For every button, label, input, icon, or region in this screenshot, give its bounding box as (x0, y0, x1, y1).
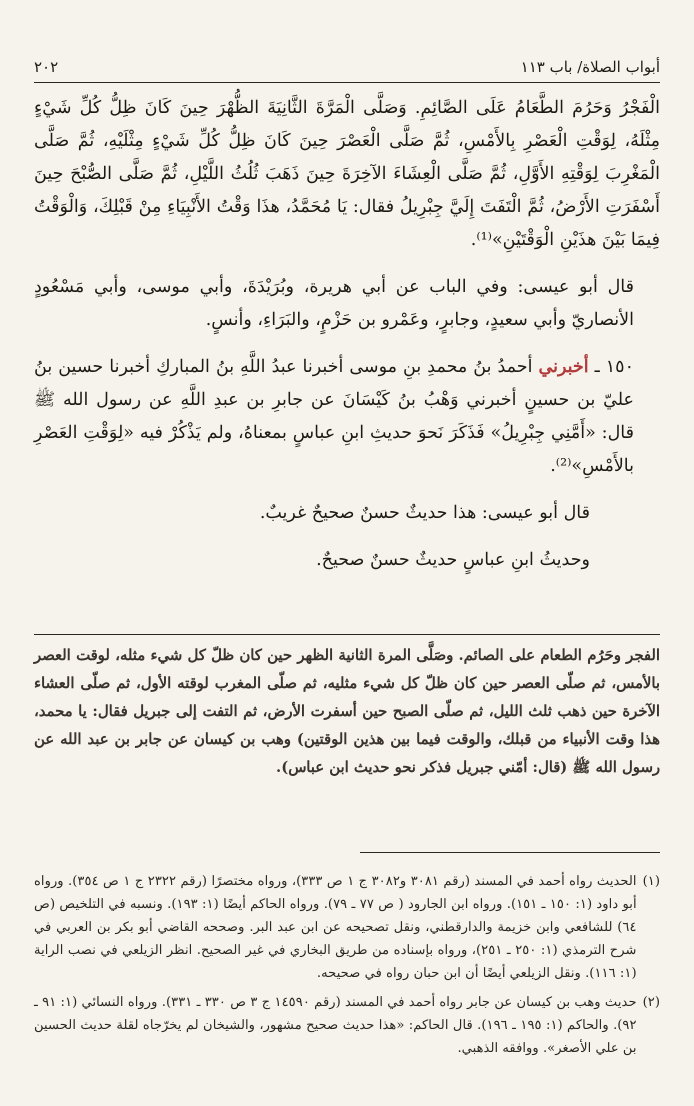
hadith-150-text: أحمدُ بنُ محمدِ بنِ موسى أخبرنا عبدُ اللَّهِ بنُ المباركِ أخبرنا حسين بنُ عليّ بن حسينٍ أخبرني وَهْبُ بنُ كَيْسَانَ عن جابرِ بن عبدِ اللَّهِ عن رسول الله ﷺ قال: «أَمَّنِي جِبْرِيلُ» فَذَكَرَ نَحوَ حديثِ ابنِ عباسٍ بمعناهُ، ولم يَذْكُرْ فيه «لِوَقْتِ العَصْرِ بالأَمْسِ»⁽²⁾. (34, 357, 634, 476)
footnote-1 (34, 870, 660, 985)
commentary-divider (34, 634, 660, 635)
abu-isa-chapter-note: قال أبو عيسى: وفي الباب عن أبي هريرة، وبُرَيْدَةَ، وأبي موسى، وأبي مَسْعُودٍ الأنصاريّ وأبي سعيدٍ، وجابرٍ، وعَمْرو بن حَزْمٍ، والبَرَاءِ، وأنسٍ. (34, 277, 634, 330)
footnote-text: حديث وهب بن كيسان عن جابر رواه أحمد في المسند (رقم ١٤٥٩٠ ج ٣ ص ٣٣٠ ـ ٣٣١). ورواه النسائي (١: ٩١ ـ ٩٢). والحاكم (١: ١٩٥ ـ ١٩٦). قال الحاكم: «هذا حديث صحيح مشهور، والشيخان لم يخرّجاه لقلة حديث الحسين بن علي الأصغر». ووافقه الذهبي. (34, 995, 637, 1056)
main-text (34, 92, 660, 577)
commentary-block (34, 642, 660, 782)
footnotes (34, 870, 660, 1066)
running-header (34, 58, 660, 83)
footnotes-divider (360, 852, 660, 853)
ibn-abbas-grading: وحديثُ ابنِ عباسٍ حديثٌ حسنٌ صحيحٌ. (316, 550, 590, 570)
commentary-text: الفجر وحَرُم الطعام على الصائم. وصَلَّى المرة الثانية الظهر حين كان ظلّ كل شيء مثله، لوقت العصر بالأمس، ثم صلّى العصر حين كان ظلّ كل شيء مثليه، ثم صلّى المغرب لوقته الأول، ثم صلّى العشاء الآخرة حين ذهب ثلث الليل، ثم صلّى الصبح حين أسفرت الأرض، ثم التفت إلى جبريل فقال: يا محمد، هذا وقت الأنبياء من قبلك، والوقت فيما بين هذين الوقتين) وهب بن كيسان عن جابر بن عبد الله عن رسول الله ﷺ (قال: أمّني جبريل فذكر نحو حديث ابن عباس). (34, 647, 660, 776)
hadith-150-paragraph (34, 351, 660, 483)
footnote-2 (34, 991, 660, 1060)
abu-isa-grading: قال أبو عيسى: هذا حديثٌ حسنٌ صحيحٌ غريبٌ. (259, 503, 590, 523)
footnote-number: (٢) (642, 995, 660, 1010)
hadith-continuation-paragraph: الْفَجْرُ وَحَرُمَ الطَّعَامُ عَلَى الصَّائِمِ. وَصَلَّى الْمَرَّةَ الثَّانِيَةَ الظُّهْرَ حِينَ كَانَ ظِلُّ كُلِّ شَيْءٍ مِثْلَهُ، لِوَقْتِ الْعَصْرِ بِالأَمْسِ، ثُمَّ صَلَّى الْعَصْرَ حِينَ كَانَ ظِلُّ كُلِّ شَيْءٍ مِثْلَيْهِ، ثُمَّ صَلَّى الْمَغْرِبَ لِوَقْتِهِ الأَوَّلِ، ثُمَّ صَلَّى الْعِشَاءَ الآخِرَةَ حِينَ ذَهَبَ ثُلُثُ اللَّيْلِ، ثُمَّ صَلَّى الصُّبْحَ حِينَ أَسْفَرَتِ الأَرْضُ، ثُمَّ الْتَفَتَ إِلَيَّ جِبْرِيلُ فقال: يَا مُحَمَّدُ، هذَا وَقْتُ الأَنْبِيَاءِ مِنْ قَبْلِكَ، وَالْوَقْتُ فِيمَا بَيْنَ هذَيْنِ الْوَقْتَيْنِ»⁽¹⁾. (34, 98, 660, 250)
header-title: أبواب الصلاة/ باب ١١٣ (520, 58, 660, 76)
page-number: ٢٠٢ (34, 58, 59, 76)
hadith-number: ١٥٠ ـ (594, 357, 634, 377)
footnote-number: (١) (642, 874, 660, 889)
footnote-text: الحديث رواه أحمد في المسند (رقم ٣٠٨١ و٣٠٨٢ ج ١ ص ٣٣٣)، ورواه مختصرًا (رقم ٢٣٢٢ ج ١ ص ٣٥٤). ورواه أبو داود (١: ١٥٠ ـ ١٥١). ورواه ابن الجارود ( ص ٧٧ ـ ٧٩). ورواه الحاكم أيضًا (١: ١٩٣). ونسبه في التلخيص (ص ٦٤) للشافعي وابن خزيمة والدارقطني، ونقل تصحيحه عن ابن عبد البر. وصححه القاضي أبو بكر بن العربي في شرح الترمذي (١: ٢٥٠ ـ ٢٥١)، ورواه بإسناده من طريق البخاري في غير الصحيح. انظر الزيلعي في نصب الراية (١: ١١٦). ونقل الزيلعي أيضًا أن ابن حبان رواه في صحيحه. (34, 874, 637, 981)
hadith-keyword: أخبرني (538, 357, 589, 377)
